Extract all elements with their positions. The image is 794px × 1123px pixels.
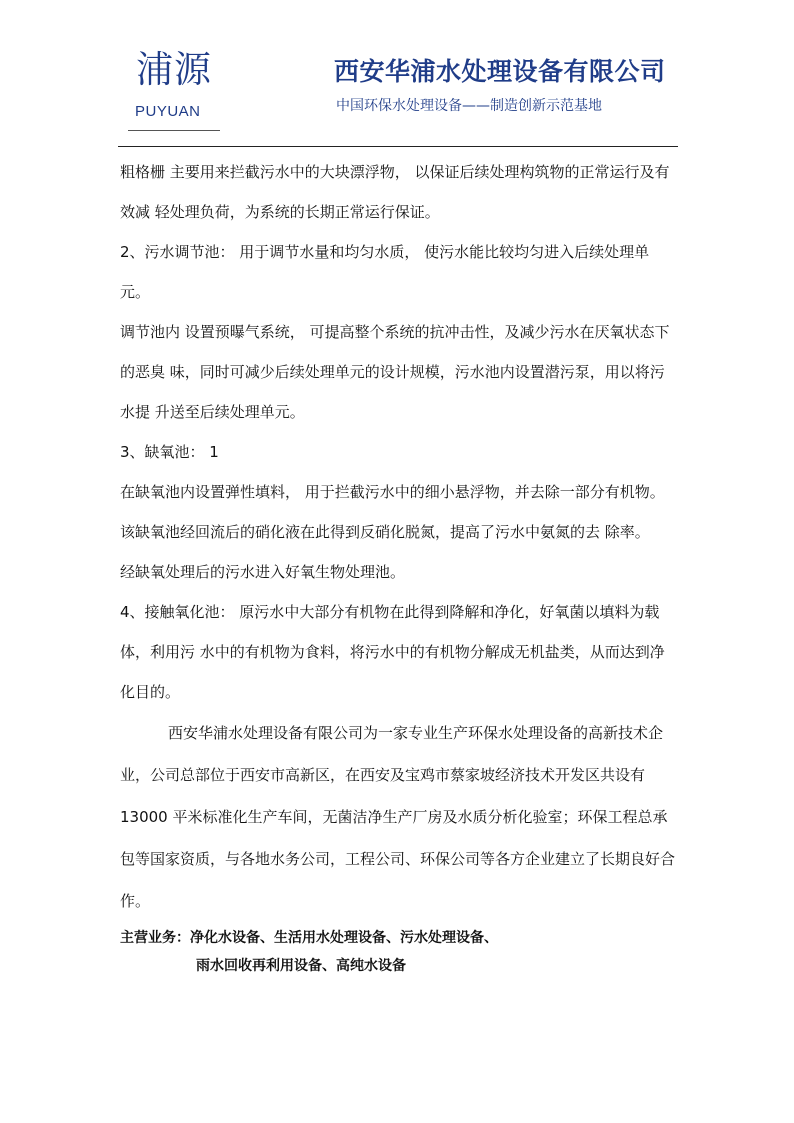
main-business bbox=[120, 924, 676, 980]
company-slogan: 中国环保水处理设备——制造创新示范基地 bbox=[336, 98, 602, 114]
logo-underline bbox=[128, 130, 220, 131]
paragraph-denitrification: 该缺氧池经回流后的硝化液在此得到反硝化脱氮，提高了污水中氨氮的去 除率。 bbox=[120, 523, 650, 541]
company-introduction: 西安华浦水处理设备有限公司为一家专业生产环保水处理设备的高新技术企业，公司总部位于西安市高新区，在西安及宝鸡市蔡家坡经济技术开发区共设有 13000 平米标准化生产车间，无菌洁净生产厂房及水质分析化验室；环保工程总承包等国家资质，与各地水务公司，工程公司、环保公司等各方企业建立了长期良好合作。 bbox=[120, 724, 676, 910]
paragraph-regulating-tank: 2、污水调节池： 用于调节水量和均匀水质， 使污水能比较均匀进入后续处理单元。 bbox=[120, 243, 650, 301]
paragraph-contact-oxidation: 4、接触氧化池： 原污水中大部分有机物在此得到降解和净化，好氧菌以填料为载体，利用污 水中的有机物为食料，将污水中的有机物分解成无机盐类，从而达到净化目的。 bbox=[120, 603, 665, 701]
main-business-line-1: 主营业务：净化水设备、生活用水处理设备、污水处理设备、 bbox=[120, 930, 498, 946]
paragraph-coarse-screen: 粗格栅 主要用来拦截污水中的大块漂浮物， 以保证后续处理构筑物的正常运行及有效减 轻处理负荷，为系统的长期正常运行保证。 bbox=[120, 163, 670, 221]
paragraph-anoxic-tank-heading: 3、缺氧池： 1 bbox=[120, 443, 219, 461]
paragraph-pre-aeration: 调节池内 设置预曝气系统， 可提高整个系统的抗冲击性，及减少污水在厌氧状态下的恶臭 味，同时可减少后续处理单元的设计规模，污水池内设置潜污泵，用以将污水提 升送至后续处理单元。 bbox=[120, 323, 670, 421]
logo-chinese: 浦源 bbox=[136, 48, 212, 91]
paragraph-elastic-filler: 在缺氧池内设置弹性填料， 用于拦截污水中的细小悬浮物，并去除一部分有机物。 bbox=[120, 483, 665, 501]
header-divider bbox=[118, 146, 678, 147]
paragraph-aerobic-transfer: 经缺氧处理后的污水进入好氧生物处理池。 bbox=[120, 563, 406, 581]
logo-english: PUYUAN bbox=[135, 103, 201, 120]
company-title: 西安华浦水处理设备有限公司 bbox=[334, 57, 666, 86]
main-business-line-2: 雨水回收再利用设备、高纯水设备 bbox=[196, 958, 406, 974]
document-body bbox=[120, 152, 676, 980]
page-header bbox=[0, 0, 794, 150]
